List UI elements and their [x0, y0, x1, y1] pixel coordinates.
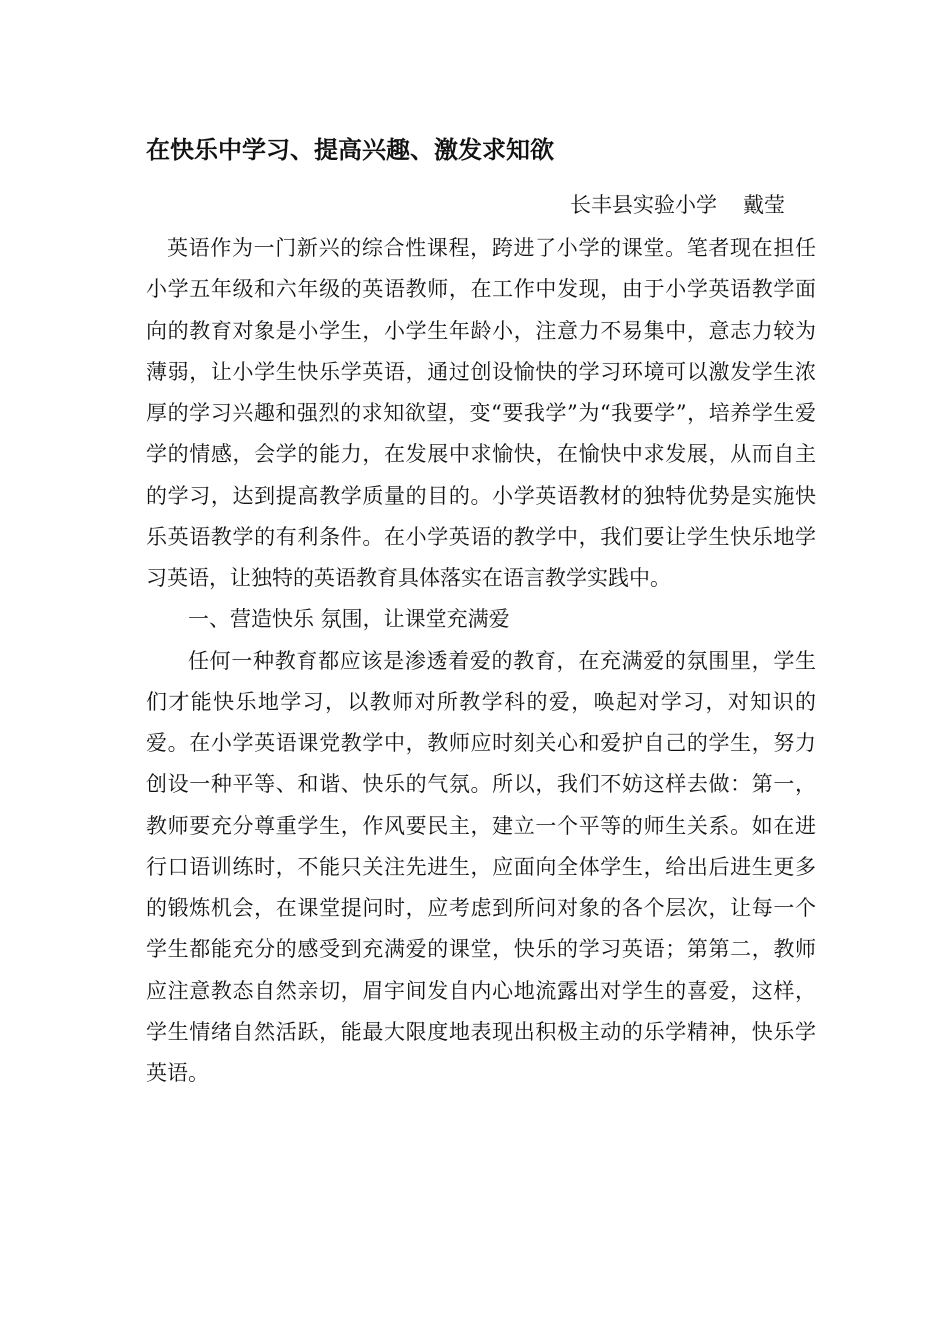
section-heading-1: 一、营造快乐 氛围，让课堂充满爱: [188, 607, 510, 632]
author-byline: [570, 190, 785, 220]
paragraph-section-1: 任何一种教育都应该是渗透着爱的教育，在充满爱的氛围里，学生们才能快乐地学习，以教师对所教学科的爱，唤起对学习，对知识的爱。在小学英语课党教学中，教师应时刻关心和爱护自己的学生，努力创设一种平等、和谐、快乐的气氛。所以，我们不妨这样去做：第一，教师要充分尊重学生，作风要民主，建立一个平等的师生关系。如在进行口语训练时，不能只关注先进生，应面向全体学生，给出后进生更多的锻炼机会，在课堂提问时，应考虑到所问对象的各个层次，让每一个学生都能充分的感受到充满爱的课堂，快乐的学习英语；第第二，教师应注意教态自然亲切，眉宇间发自内心地流露出对学生的喜爱，这样，学生情绪自然活跃，能最大限度地表现出积极主动的乐学精神，快乐学英语。: [146, 648, 816, 1085]
paragraph-intro: 英语作为一门新兴的综合性课程，跨进了小学的课堂。笔者现在担任小学五年级和六年级的英语教师，在工作中发现，由于小学英语教学面向的教育对象是小学生，小学生年龄小，注意力不易集中，意志力较为薄弱，让小学生快乐学英语，通过创设愉快的学习环境可以激发学生浓厚的学习兴趣和强烈的求知欲望，变“要我学”为“我要学”，培养学生爱学的情感，会学的能力，在发展中求愉快，在愉快中求发展，从而自主的学习，达到提高教学质量的目的。小学英语教材的独特优势是实施快乐英语教学的有利条件。在小学英语的教学中，我们要让学生快乐地学习英语，让独特的英语教育具体落实在语言教学实践中。: [146, 236, 816, 590]
article-title: 在快乐中学习、提高兴趣、激发求知欲: [146, 136, 554, 164]
article-body: [146, 228, 816, 1094]
author-school: 长丰县实验小学: [570, 193, 717, 217]
author-name: 戴莹: [743, 193, 785, 217]
